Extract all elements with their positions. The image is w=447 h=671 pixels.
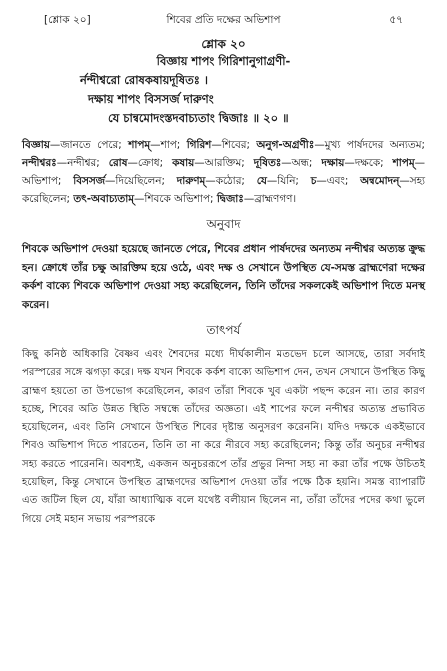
synonym-word: অনুগ-অগ্রণীঃ — [256, 139, 315, 151]
synonym-meaning: —শাপ; — [150, 139, 187, 151]
synonym-meaning: —শিবকে অভিশাপ; — [134, 193, 217, 205]
synonym-meaning: —দিয়েছিলেন; — [105, 175, 177, 187]
synonym-word: দক্ষায় — [321, 157, 345, 169]
synonym-meaning: —সহ্য করেছিলেন; — [22, 175, 426, 205]
synonym-word: অন্বমোদন্ — [360, 175, 400, 187]
synonym-meaning: —আরক্তিম; — [194, 157, 254, 169]
verse-line-1: বিজ্ঞায় শাপং গিরিশানুগাগ্রণী- — [156, 54, 291, 68]
synonym-word: গিরিশ — [186, 139, 212, 151]
synonym-meaning: —ব্রাহ্মণগণ। — [243, 193, 297, 205]
purport-heading: তাৎপর্য — [206, 323, 241, 337]
synonym-word: রোষ — [108, 157, 128, 169]
synonym-meaning: —দক্ষকে; — [344, 157, 393, 169]
synonym-word: শাপম্ — [128, 139, 151, 151]
synonym-word: যে — [256, 175, 267, 187]
header-verse-ref: [শ্লোক ২০] — [44, 14, 91, 26]
header-chapter-title: শিবের প্রতি দক্ষের অভিশাপ — [166, 14, 281, 26]
verse-line-3: দক্ষায় শাপং বিসসর্জ দারুণং — [88, 92, 214, 106]
synonym-meaning: —শিবের; — [211, 139, 257, 151]
verse-number: শ্লোক ২০ — [201, 37, 246, 51]
synonym-meaning: —নন্দীশ্বর; — [56, 157, 109, 169]
synonym-word: শাপম্ — [392, 157, 415, 169]
synonym-word: নন্দীশ্বরঃ — [22, 157, 57, 169]
synonym-meaning: —অন্ধ; — [281, 157, 322, 169]
synonym-word: তৎ-অবাচ্যতাম্ — [73, 193, 135, 205]
synonym-word: বিজ্ঞায় — [22, 139, 50, 151]
synonym-meaning: —অভিশাপ; — [22, 157, 426, 187]
synonym-meaning: —মুখ্য পার্ষদদের অন্যতম; — [314, 139, 425, 151]
page-number: ৫৭ — [389, 14, 403, 26]
synonym-word: দ্বিজাঃ — [216, 193, 244, 205]
synonym-word: কষায় — [172, 157, 195, 169]
running-header — [22, 0, 425, 30]
synonym-meaning: —জানতে পেরে; — [49, 139, 129, 151]
synonym-meaning: —ক্রোধ; — [127, 157, 173, 169]
verse-line-4: যে চান্বমোদংস্তদবাচ্যতাং দ্বিজাঃ ॥ ২০ ॥ — [108, 111, 289, 125]
purport-text: কিছু কনিষ্ঠ অধিকারি বৈষ্ণব এবং শৈবদের মধ্যে দীর্ঘকালীন মতভেদ চলে আসছে, তারা সর্বদাই পরস্পরের সঙ্গে ঝগড়া করে। দক্ষ যখন শিবকে কর্কশ বাক্যে অভিশাপ দেন, তখন সেখানে উপস্থিত কিছু ব্রাহ্মণ হয়তো তা উপভোগ করেছিলেন, কারণ তাঁরা শিবকে খুব একটা পছন্দ করেন না। তার কারণ হচ্ছে, শিবের অতি উন্নত স্থিতি সম্বন্ধে তাঁদের অজ্ঞতা। এই শাপের ফলে নন্দীশ্বর অত্যন্ত প্রভাবিত হয়েছিলেন, এবং তিনি সেখানে উপস্থিত শিবের দৃষ্টান্ত অনুসরণ করেননি। যদিও দক্ষকে একইভাবে শিবও অভিশাপ দিতে পারতেন, তিনি তা না করে নীরবে সহ্য করেছিলেন; কিন্তু তাঁর অনুচর নন্দীশ্বর সহ্য করতে পারেননি। অবশ্যই, একজন অনুচররূপে তাঁর প্রভুর নিন্দা সহ্য না করা তাঁর পক্ষে উচিতই হয়েছিল, কিন্তু সেখানে উপস্থিত ব্রাহ্মণদের অভিশাপ দেওয়া তাঁর পক্ষে ঠিক হয়নি। সমস্ত ব্যাপারটি এত জটিল ছিল যে, যাঁরা আধ্যাত্মিক বলে যথেষ্ট বলীয়ান ছিলেন না, তাঁরা তাঁদের পদের কথা ভুলে গিয়ে সেই মহান সভায় পরস্পরকে — [22, 349, 425, 525]
synonym-word: চ — [310, 175, 317, 187]
synonym-meaning: —এবং; — [316, 175, 361, 187]
synonym-word: দারুণম্ — [176, 175, 206, 187]
synonym-meaning: —কঠোর; — [205, 175, 257, 187]
translation-text: শিবকে অভিশাপ দেওয়া হয়েছে জানতে পেরে, শিবের প্রধান পার্ষদদের অন্যতম নন্দীশ্বর অত্যন্ত ক্রুদ্ধ হন। ক্রোধে তাঁর চক্ষু আরক্তিম হয়ে ওঠে, এবং দক্ষ ও সেখানে উপস্থিত যে-সমস্ত ব্রাহ্মণেরা দক্ষের কর্কশ বাক্যে শিবকে অভিশাপ দেওয়া সহ্য করেছিলেন, তিনি তাঁদের সকলকেই অভিশাপ দিতে মনস্থ করেন। — [22, 243, 425, 311]
synonym-word: বিসসর্জ — [73, 175, 105, 187]
verse-line-2: র্নন্দীশ্বরো রোষকষায়দূষিতঃ । — [80, 73, 208, 87]
synonyms-paragraph — [22, 136, 425, 208]
synonym-word: দূষিতঃ — [253, 157, 282, 169]
synonym-meaning: —যিনি; — [266, 175, 311, 187]
translation-heading: অনুবাদ — [206, 217, 241, 231]
